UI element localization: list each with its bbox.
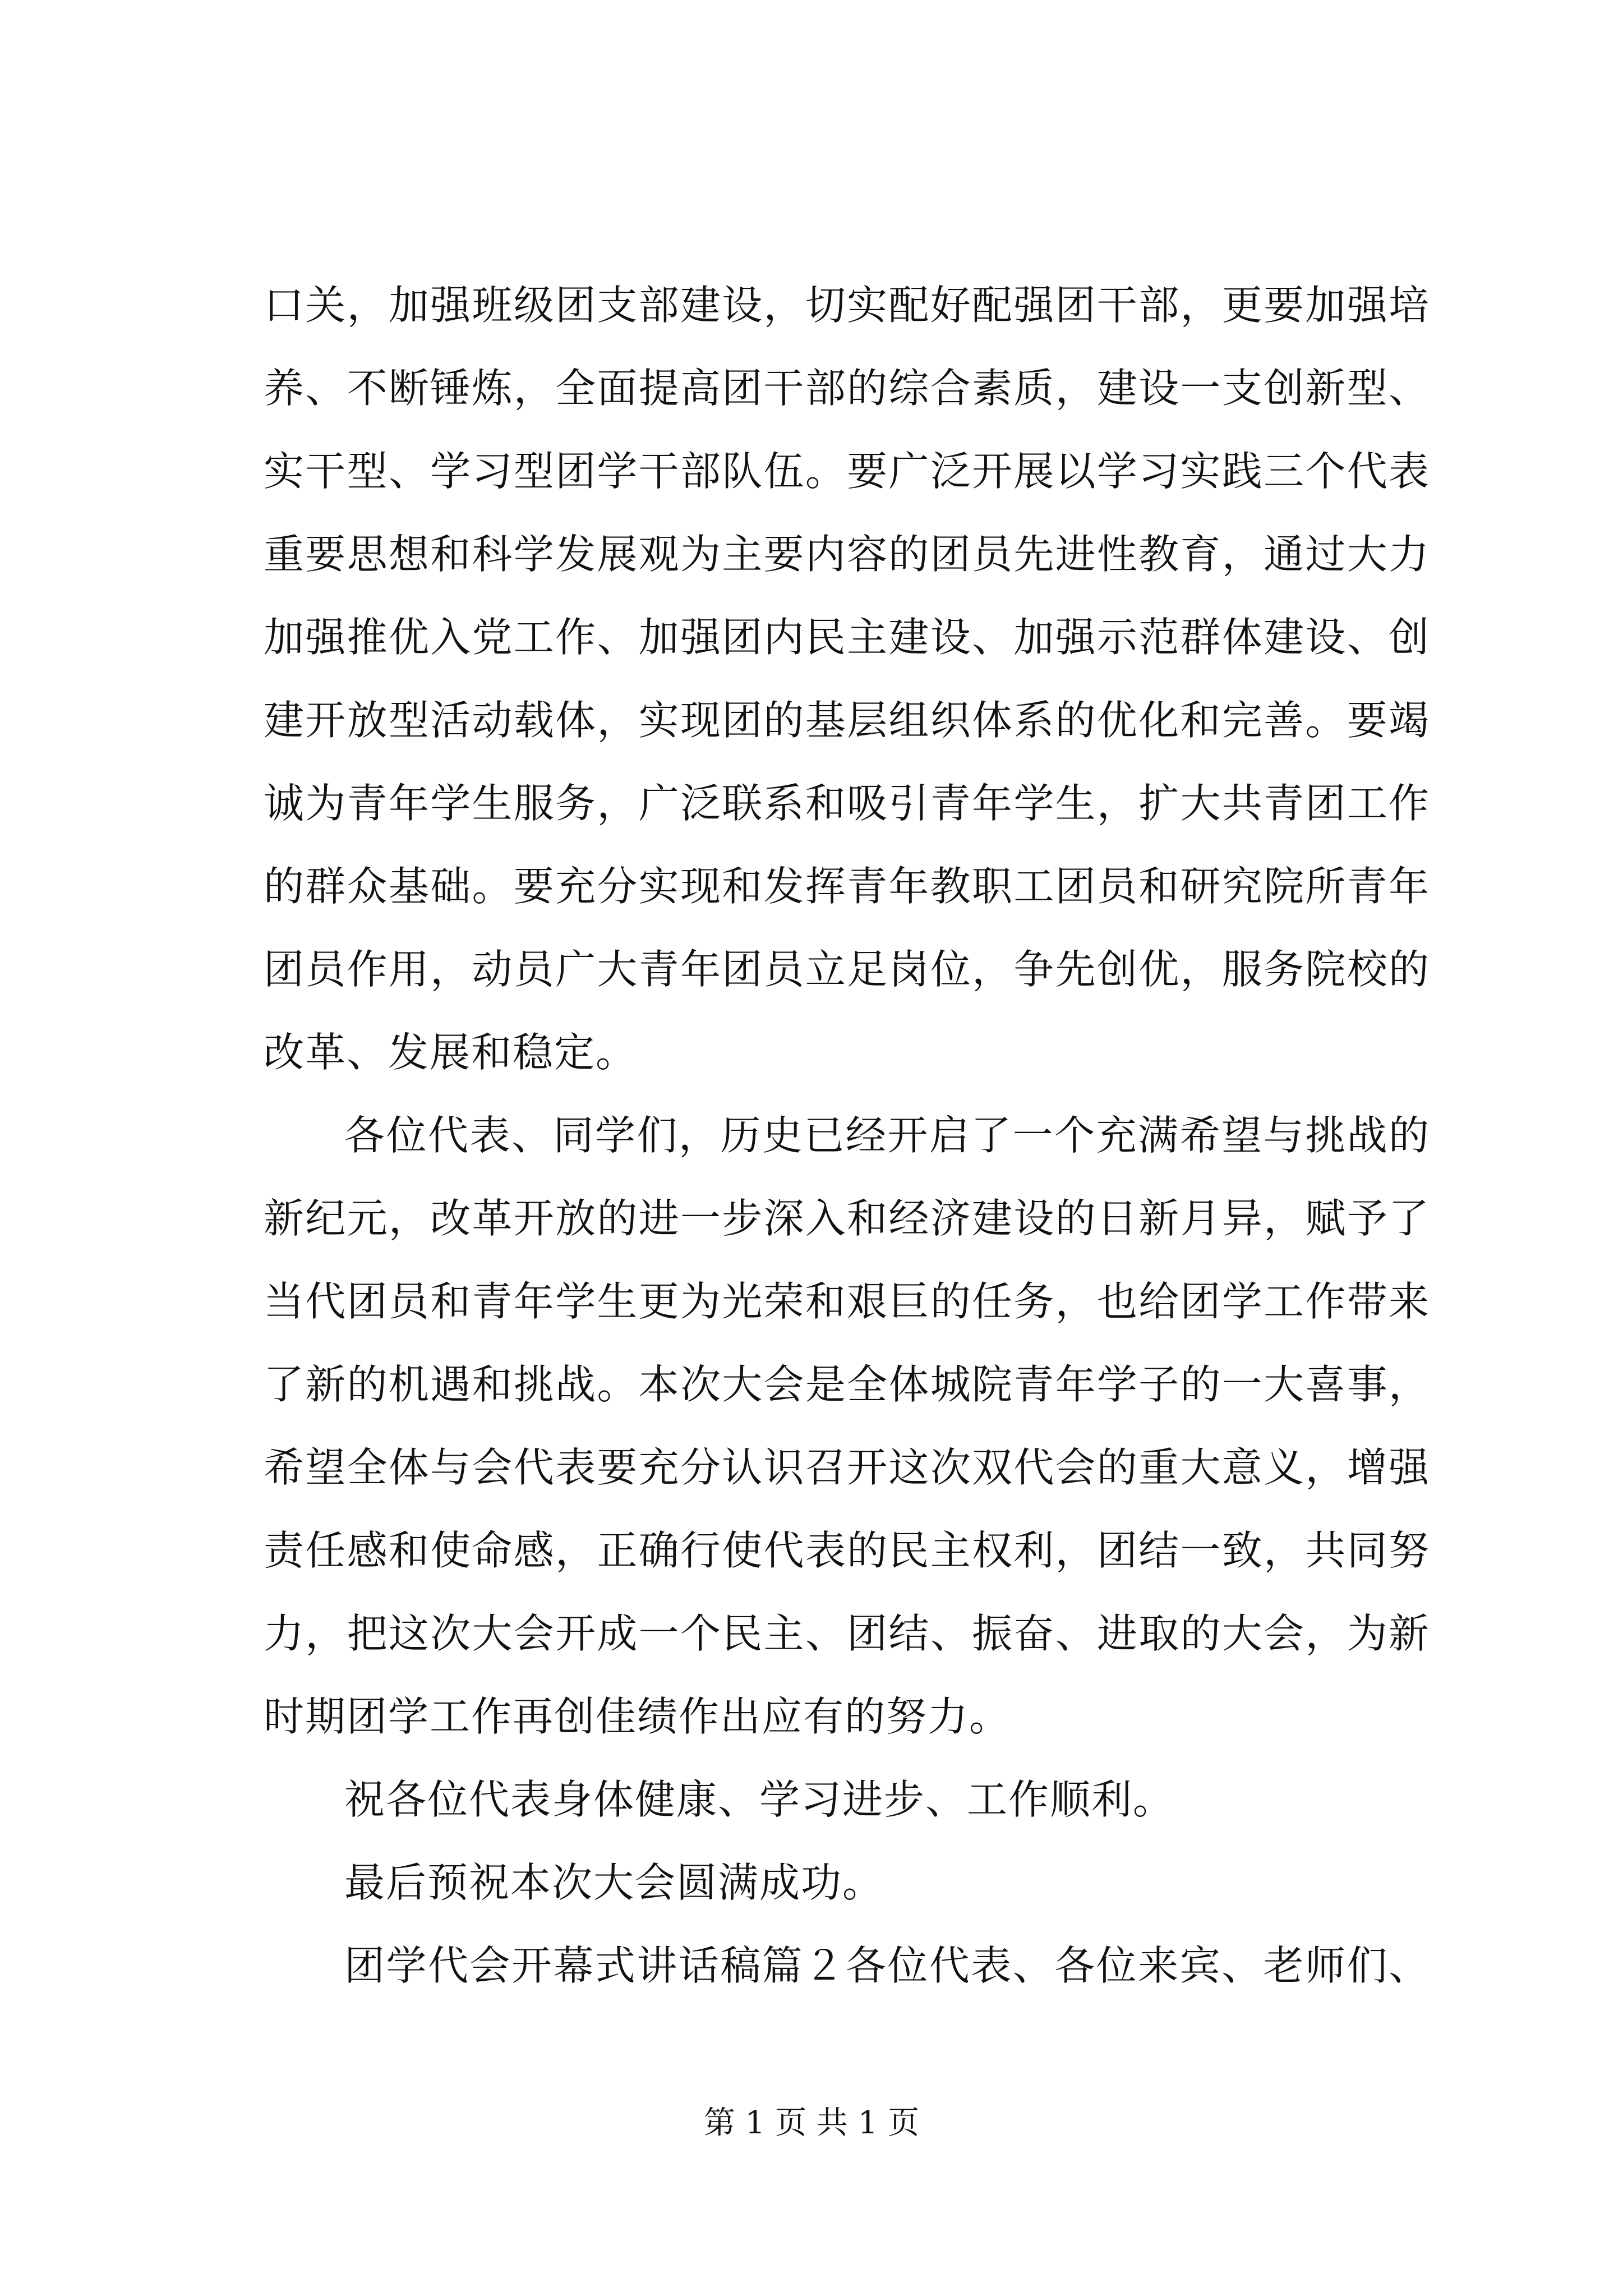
paragraph-start-line: 最后预祝本次大会圆满成功。 [344,1859,884,1906]
text-line: 希望全体与会代表要充分认识召开这次双代会的重大意义，增强 [264,1444,1430,1491]
body-text [264,264,1430,2007]
text-line: 建开放型活动载体，实现团的基层组织体系的优化和完善。要竭 [264,697,1430,744]
text-line: 养、不断锤炼，全面提高团干部的综合素质，建设一支创新型、 [264,365,1430,412]
paragraph-start-line: 团学代会开幕式讲话稿篇２各位代表、各位来宾、老师们、 [344,1942,1430,1989]
text-line: 加强推优入党工作、加强团内民主建设、加强示范群体建设、创 [264,614,1430,661]
text-line: 了新的机遇和挑战。本次大会是全体城院青年学子的一大喜事， [264,1361,1430,1408]
paragraph-start-line: 各位代表、同学们，历史已经开启了一个充满希望与挑战的 [344,1112,1430,1159]
text-line: 新纪元，改革开放的进一步深入和经济建设的日新月异，赋予了 [264,1195,1430,1242]
text-line: 实干型、学习型团学干部队伍。要广泛开展以学习实践三个代表 [264,448,1430,495]
text-line: 责任感和使命感，正确行使代表的民主权利，团结一致，共同努 [264,1527,1430,1574]
page-footer: 第 1 页 共 1 页 [703,2105,920,2141]
text-line: 口关，加强班级团支部建设，切实配好配强团干部，更要加强培 [264,282,1430,329]
text-line: 力，把这次大会开成一个民主、团结、振奋、进取的大会，为新 [264,1610,1430,1657]
text-line: 诚为青年学生服务，广泛联系和吸引青年学生，扩大共青团工作 [264,780,1430,827]
text-line: 团员作用，动员广大青年团员立足岗位，争先创优，服务院校的 [264,946,1430,993]
text-line: 改革、发展和稳定。 [264,1029,638,1076]
text-line: 当代团员和青年学生更为光荣和艰巨的任务，也给团学工作带来 [264,1278,1430,1325]
text-line: 时期团学工作再创佳绩作出应有的努力。 [264,1693,1011,1740]
paragraph-start-line: 祝各位代表身体健康、学习进步、工作顺利。 [344,1776,1175,1823]
text-line: 重要思想和科学发展观为主要内容的团员先进性教育，通过大力 [264,531,1430,578]
text-line: 的群众基础。要充分实现和发挥青年教职工团员和研究院所青年 [264,863,1430,910]
